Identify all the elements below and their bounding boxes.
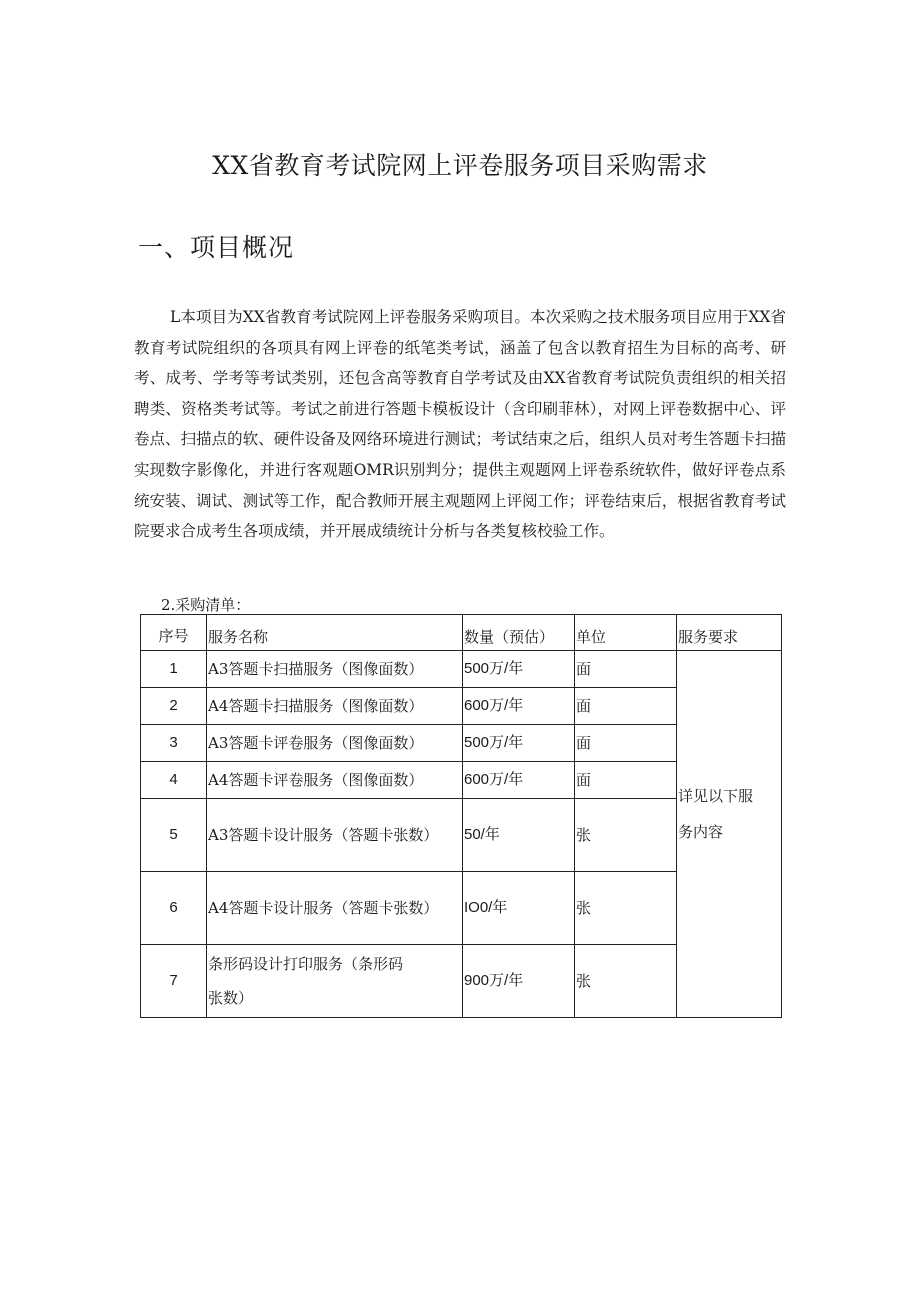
row-qty: 500万/年 <box>463 725 575 762</box>
header-no: 序号 <box>141 615 207 651</box>
row-unit: 面 <box>575 762 677 799</box>
row-qty: 900万/年 <box>463 945 575 1018</box>
row-unit: 张 <box>575 799 677 872</box>
row-qty: IO0/年 <box>463 872 575 945</box>
row-qty: 500万/年 <box>463 651 575 688</box>
header-unit: 单位 <box>575 615 677 651</box>
row-name: A3答题卡评卷服务（图像面数） <box>207 725 463 762</box>
row-name <box>207 945 463 1018</box>
table-row <box>141 651 782 688</box>
row-no: 1 <box>141 651 207 688</box>
row-unit: 张 <box>575 872 677 945</box>
row-no: 3 <box>141 725 207 762</box>
row-name: A4答题卡扫描服务（图像面数） <box>207 688 463 725</box>
row-unit: 面 <box>575 688 677 725</box>
row-name-text: 条形码设计打印服务（条形码张数） <box>208 955 404 1007</box>
row-name: A3答题卡扫描服务（图像面数） <box>207 651 463 688</box>
row-name: A3答题卡设计服务（答题卡张数） <box>207 799 463 872</box>
row-name: A4答题卡设计服务（答题卡张数） <box>207 872 463 945</box>
row-no: 7 <box>141 945 207 1018</box>
row-no: 2 <box>141 688 207 725</box>
row-unit: 张 <box>575 945 677 1018</box>
row-no: 4 <box>141 762 207 799</box>
document-title: XX省教育考试院网上评卷服务项目采购需求 <box>212 151 708 180</box>
procurement-list-label: 2.采购清单： <box>161 596 251 614</box>
row-qty: 600万/年 <box>463 688 575 725</box>
header-name: 服务名称 <box>207 615 463 651</box>
row-no: 6 <box>141 872 207 945</box>
header-qty: 数量（预估） <box>463 615 575 651</box>
row-no: 5 <box>141 799 207 872</box>
service-requirement-text: 详见以下服务内容 <box>678 787 754 841</box>
project-overview-paragraph: L本项目为XX省教育考试院网上评卷服务采购项目。本次采购之技术服务项目应用于XX省教育考试院组织的各项具有网上评卷的纸笔类考试，涵盖了包含以教育招生为目标的高考、研考、成考、学考等考试类别，还包含高等教育自学考试及由XX省教育考试院负责组织的相关招聘类、资格类考试等。考试之前进行答题卡模板设计（含印刷菲林），对网上评卷数据中心、评卷点、扫描点的软、硬件设备及网络环境进行测试；考试结束之后，组织人员对考生答题卡扫描实现数字影像化，并进行客观题OMR识别判分；提供主观题网上评卷系统软件，做好评卷点系统安装、调试、测试等工作，配合教师开展主观题网上评阅工作；评卷结束后，根据省教育考试院要求合成考生各项成绩，并开展成绩统计分析与各类复核校验工作。 <box>134 308 786 541</box>
header-requirement: 服务要求 <box>677 615 782 651</box>
table-header-row <box>141 615 782 651</box>
row-unit: 面 <box>575 651 677 688</box>
row-unit: 面 <box>575 725 677 762</box>
service-requirement-cell <box>677 651 782 1018</box>
row-qty: 600万/年 <box>463 762 575 799</box>
section-heading: 一、项目概况 <box>138 233 295 262</box>
row-name: A4答题卡评卷服务（图像面数） <box>207 762 463 799</box>
row-qty: 50/年 <box>463 799 575 872</box>
procurement-table <box>140 614 782 1018</box>
